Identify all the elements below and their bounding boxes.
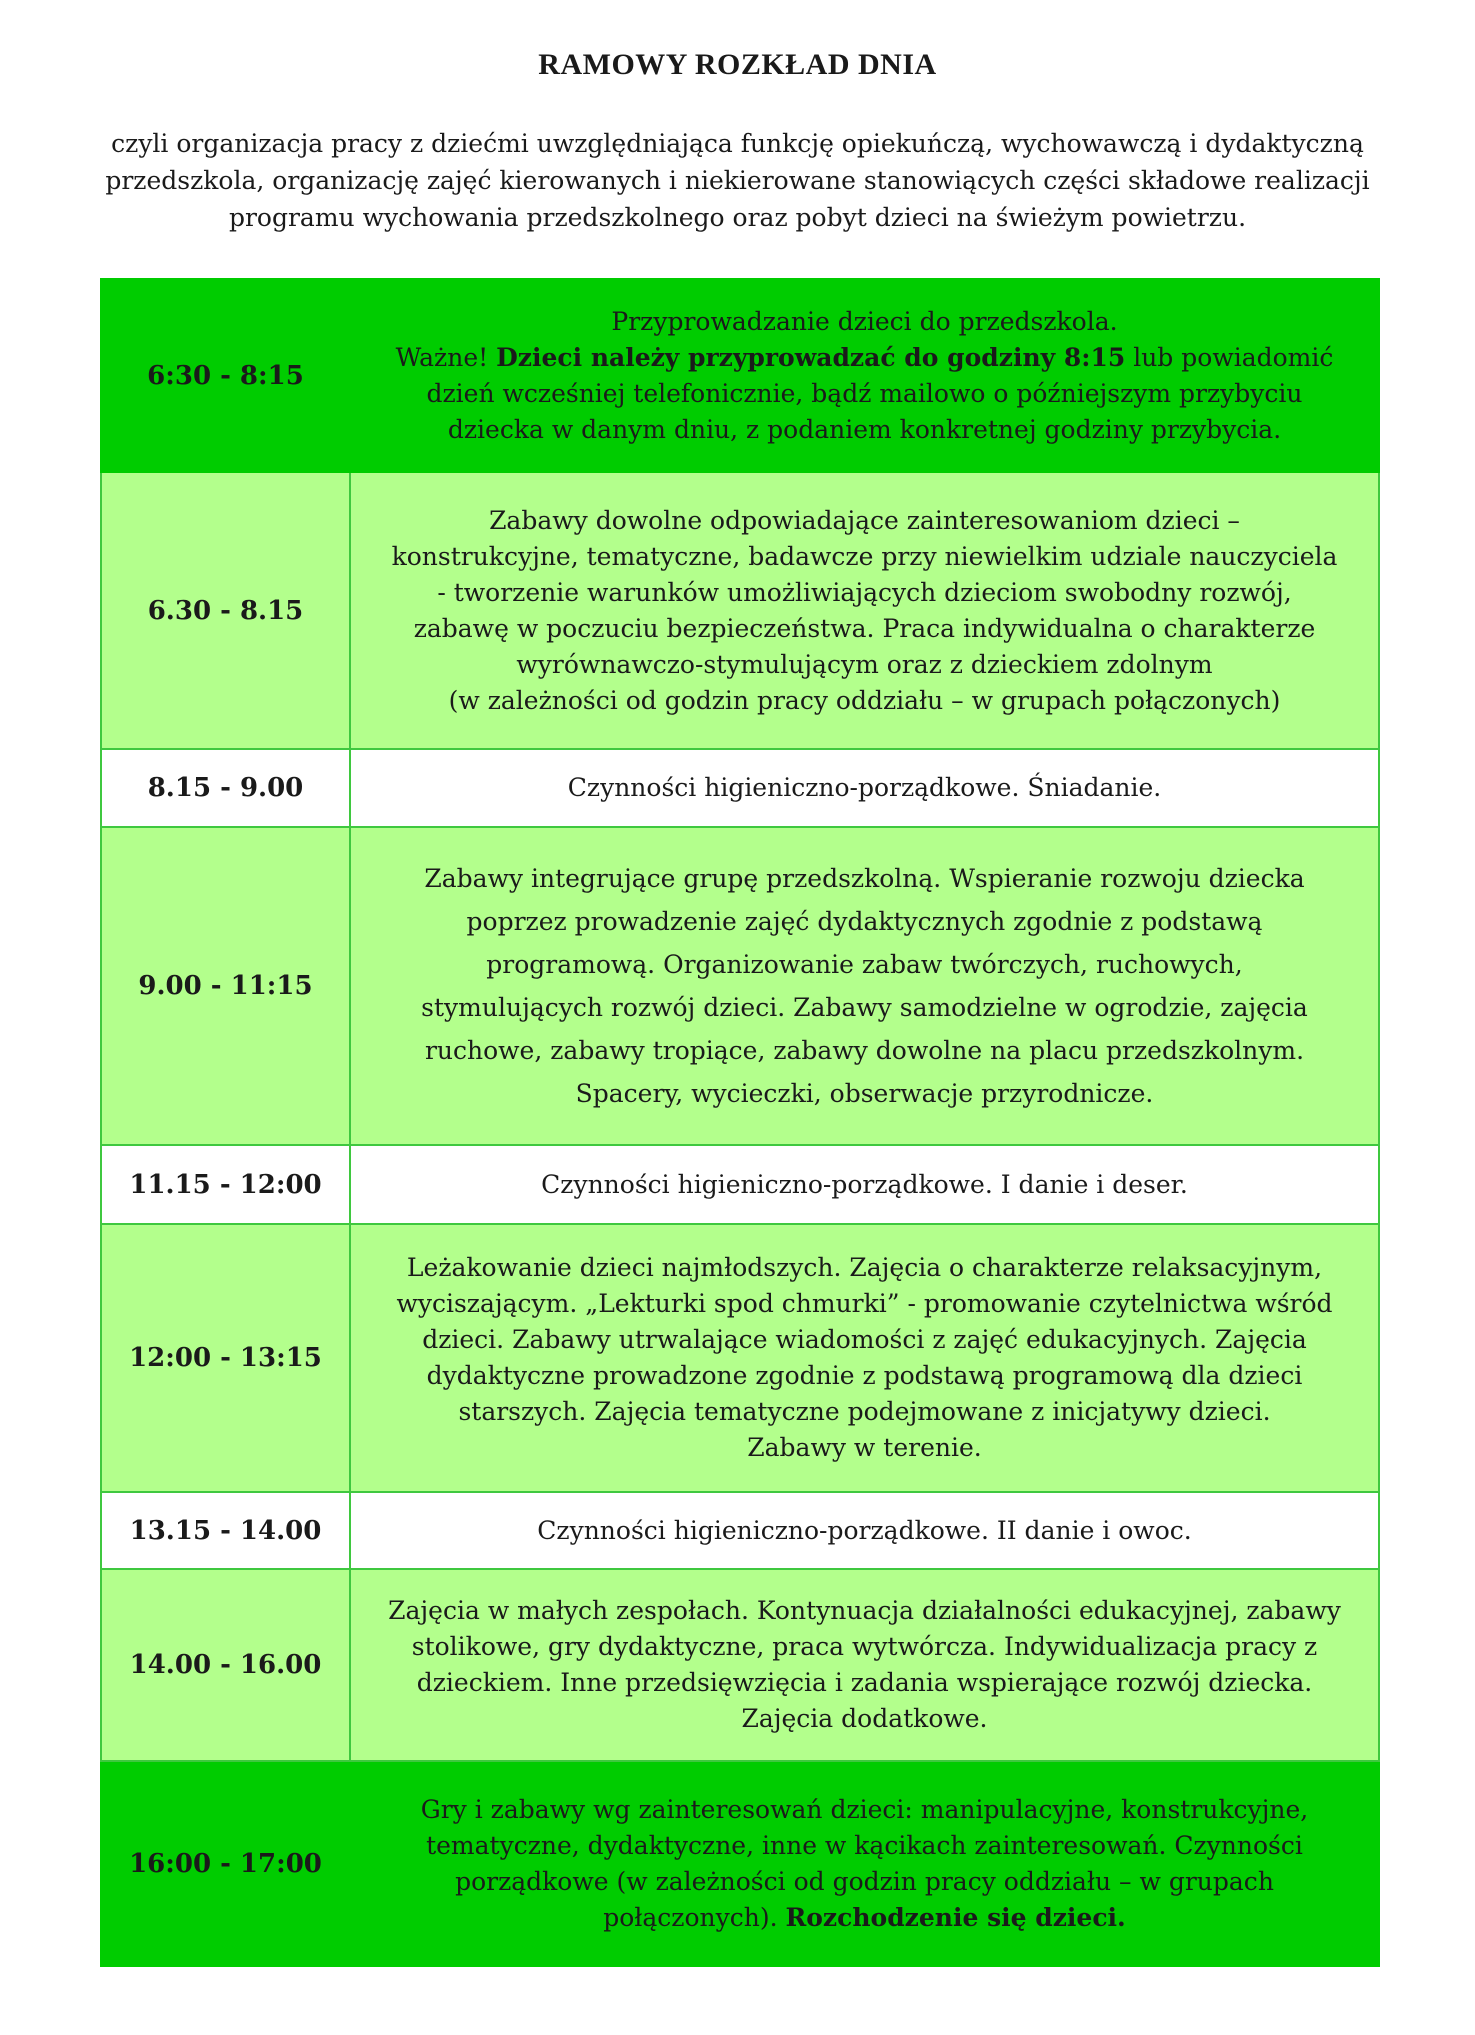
activity-cell: [350, 1224, 1379, 1492]
time-cell: 16:00 - 17:00: [101, 1761, 350, 1966]
activity-cell: [350, 472, 1379, 749]
time-cell: 13.15 - 14.00: [101, 1492, 350, 1569]
activity-line: poprzez prowadzenie zajęć dydaktycznych zgodnie z podstawą: [466, 907, 1263, 936]
activity-line: konstrukcyjne, tematyczne, badawcze przy niewielkim udziale nauczyciela: [391, 541, 1338, 571]
schedule-row: [101, 1761, 1379, 1966]
activity-line: Czynności higieniczno-porządkowe. II danie i owoc.: [537, 1515, 1192, 1545]
activity-cell: [350, 1569, 1379, 1761]
schedule-row: [101, 1492, 1379, 1569]
time-cell: 14.00 - 16.00: [101, 1569, 350, 1761]
schedule-table: [100, 278, 1380, 1967]
activity-text: Ważne!: [395, 342, 497, 372]
activity-line: Zajęcia w małych zespołach. Kontynuacja działalności edukacyjnej, zabawy: [388, 1596, 1341, 1625]
activity-line: Gry i zabawy wg zainteresowań dzieci: manipulacyjne, konstrukcyjne,: [420, 1794, 1309, 1824]
activity-emphasis: Rozchodzenie się dzieci.: [785, 1902, 1126, 1932]
time-cell: 6:30 - 8:15: [101, 279, 350, 472]
activity-text: połączonych).: [603, 1902, 786, 1932]
activity-line: Zabawy integrujące grupę przedszkolną. Wspieranie rozwoju dziecka: [424, 864, 1305, 893]
activity-cell: [350, 1145, 1379, 1224]
activity-line: dydaktyczne prowadzone zgodnie z podstawą programową dla dzieci: [426, 1361, 1303, 1390]
activity-line: Leżakowanie dzieci najmłodszych. Zajęcia o charakterze relaksacyjnym,: [406, 1253, 1323, 1282]
activity-line: dzień wcześniej telefonicznie, bądź mailowo o późniejszym przybyciu: [426, 378, 1303, 408]
schedule-row: [101, 1569, 1379, 1761]
schedule-row: [101, 749, 1379, 827]
schedule-row: [101, 1145, 1379, 1224]
activity-line: Zabawy dowolne odpowiadające zainteresowaniom dzieci –: [489, 505, 1240, 535]
time-cell: 8.15 - 9.00: [101, 749, 350, 827]
activity-line: Czynności higieniczno-porządkowe. Śniadanie.: [567, 773, 1162, 802]
intro-line: czyli organizacja pracy z dziećmi uwzględniająca funkcję opiekuńczą, wychowawczą i dydaktyczną: [111, 129, 1364, 158]
activity-line: dziecka w danym dniu, z podaniem konkretnej godziny przybycia.: [447, 414, 1282, 444]
activity-line: porządkowe (w zależności od godzin pracy oddziału – w grupach: [455, 1866, 1274, 1896]
activity-line: Czynności higieniczno-porządkowe. I danie i deser.: [541, 1169, 1188, 1199]
activity-line: [351, 1900, 1378, 1936]
activity-line: Zajęcia dodatkowe.: [741, 1704, 988, 1733]
activity-line: stymulujących rozwój dzieci. Zabawy samodzielne w ogrodzie, zajęcia: [421, 993, 1308, 1022]
activity-line: (w zależności od godzin pracy oddziału – w grupach połączonych): [448, 685, 1281, 715]
activity-text: lub powiadomić: [1125, 342, 1334, 372]
document-title: RAMOWY ROZKŁAD DNIA: [538, 48, 937, 81]
activity-line: wyciszającym. „Lekturki spod chmurki” - promowanie czytelnictwa wśród: [396, 1289, 1333, 1318]
intro-line: programu wychowania przedszkolnego oraz pobyt dzieci na świeżym powietrzu.: [228, 203, 1247, 232]
activity-line: dzieci. Zabawy utrwalające wiadomości z zajęć edukacyjnych. Zajęcia: [422, 1325, 1307, 1354]
time-cell: 12:00 - 13:15: [101, 1224, 350, 1492]
activity-emphasis: Dzieci należy przyprowadzać do godziny 8:15: [496, 342, 1126, 372]
activity-line: dzieckiem. Inne przedsięwzięcia i zadania wspierające rozwój dziecka.: [416, 1668, 1313, 1697]
time-cell: 6.30 - 8.15: [101, 472, 350, 749]
activity-cell: [350, 1492, 1379, 1569]
activity-line: - tworzenie warunków umożliwiających dzieciom swobodny rozwój,: [437, 577, 1292, 607]
activity-cell: [350, 279, 1379, 472]
activity-line: stolikowe, gry dydaktyczne, praca wytwórcza. Indywidualizacja pracy z: [411, 1632, 1318, 1661]
activity-line: ruchowe, zabawy tropiące, zabawy dowolne na placu przedszkolnym.: [424, 1036, 1305, 1065]
activity-line: [351, 340, 1378, 376]
activity-cell: [350, 1761, 1379, 1966]
schedule-row: [101, 1224, 1379, 1492]
activity-cell: [350, 749, 1379, 827]
activity-line: starszych. Zajęcia tematyczne podejmowane z inicjatywy dzieci.: [458, 1397, 1271, 1426]
activity-line: Spacery, wycieczki, obserwacje przyrodnicze.: [575, 1079, 1154, 1108]
activity-line: Zabawy w terenie.: [747, 1433, 982, 1462]
time-cell: 9.00 - 11:15: [101, 827, 350, 1145]
activity-line: programową. Organizowanie zabaw twórczych, ruchowych,: [486, 950, 1243, 979]
schedule-row: [101, 827, 1379, 1145]
intro-line: przedszkola, organizację zajęć kierowanych i niekierowane stanowiących części składowe realizacji: [105, 166, 1370, 195]
intro-paragraph: [80, 125, 1395, 236]
activity-line: Przyprowadzanie dzieci do przedszkola.: [611, 306, 1118, 336]
schedule-row: [101, 472, 1379, 749]
schedule-row: [101, 279, 1379, 472]
activity-cell: [350, 827, 1379, 1145]
activity-line: zabawę w poczuciu bezpieczeństwa. Praca indywidualna o charakterze: [413, 613, 1316, 643]
time-cell: 11.15 - 12:00: [101, 1145, 350, 1224]
activity-line: wyrównawczo-stymulującym oraz z dzieckiem zdolnym: [516, 649, 1213, 679]
activity-line: tematyczne, dydaktyczne, inne w kącikach zainteresowań. Czynności: [426, 1830, 1303, 1860]
